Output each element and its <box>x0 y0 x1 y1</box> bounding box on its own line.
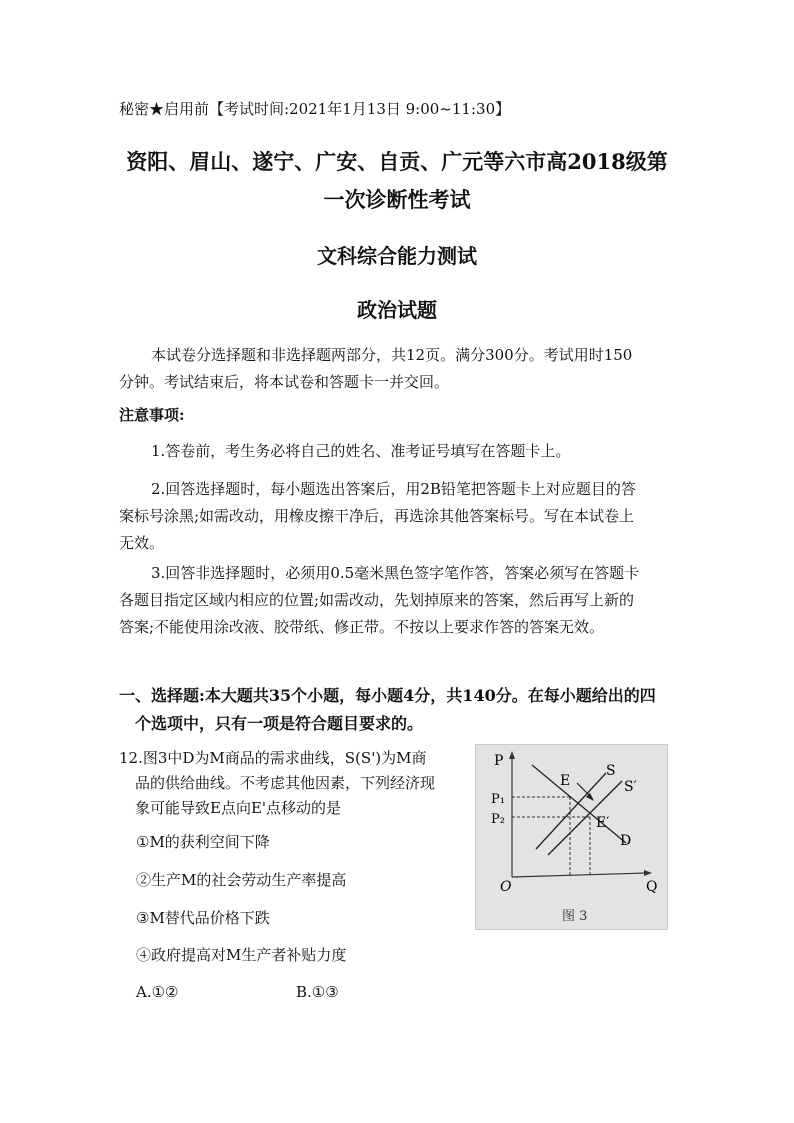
label-p2: P₂ <box>491 812 505 827</box>
exam-title-line2: 一次诊断性考试 <box>323 187 471 212</box>
option-a[interactable]: A.①② <box>136 983 179 1001</box>
statement-1: ①M的获利空间下降 <box>136 833 270 851</box>
statement-2: ②生产M的社会劳动生产率提高 <box>136 871 347 889</box>
exam-title-line1: 资阳、眉山、遂宁、广安、自贡、广元等六市高2018级第 <box>126 149 668 174</box>
supply-demand-graph <box>476 745 667 929</box>
label-origin: O <box>500 879 512 895</box>
subject-title: 政治试题 <box>357 298 437 322</box>
x-axis-arrow <box>644 870 652 876</box>
statement-3: ③M替代品价格下跌 <box>136 909 270 927</box>
question-line: 12.图3中D为M商品的需求曲线，S(S')为M商 <box>119 749 427 767</box>
note-line: 2.回答选择题时，每小题选出答案后，用2B铅笔把答题卡上对应题目的答 <box>151 480 636 498</box>
label-s: S <box>606 763 616 779</box>
intro-line: 分钟。考试结束后，将本试卷和答题卡一并交回。 <box>119 373 450 391</box>
supply-curve-s-prime <box>548 781 622 855</box>
section-line: 一、选择题:本大题共35个小题，每小题4分，共140分。在每小题给出的四 <box>119 686 656 705</box>
statement-4: ④政府提高对M生产者补贴力度 <box>136 946 347 964</box>
figure-caption: 图 3 <box>562 909 588 924</box>
note-item-2 <box>119 476 679 557</box>
option-b[interactable]: B.①③ <box>296 983 339 1001</box>
intro-line: 本试卷分选择题和非选择题两部分，共12页。满分300分。考试用时150 <box>151 346 633 364</box>
label-q: Q <box>646 879 658 895</box>
question-line: 品的供给曲线。不考虑其他因素，下列经济现 <box>135 774 436 792</box>
label-d: D <box>620 833 632 849</box>
exam-secret-header: 秘密★启用前【考试时间:2021年1月13日 9:00~11:30】 <box>119 100 511 118</box>
label-s-prime: S′ <box>624 779 637 795</box>
label-p1: P₁ <box>491 792 505 807</box>
question-line: 象可能导致E点向E'点移动的是 <box>135 799 342 817</box>
note-item-1: 1.答卷前，考生务必将自己的姓名、准考证号填写在答题卡上。 <box>151 442 571 460</box>
intro-paragraph <box>119 342 679 396</box>
label-e: E <box>560 773 571 789</box>
figure-3-supply-demand <box>475 744 668 930</box>
y-axis-arrow <box>509 751 515 759</box>
note-line: 答案;不能使用涂改液、胶带纸、修正带。不按以上要求作答的答案无效。 <box>119 618 605 636</box>
note-line: 案标号涂黑;如需改动，用橡皮擦干净后，再选涂其他答案标号。写在本试卷上 <box>119 507 635 525</box>
note-line: 3.回答非选择题时，必须用0.5毫米黑色签字笔作答，答案必须写在答题卡 <box>151 564 640 582</box>
section-line: 个选项中，只有一项是符合题目要求的。 <box>135 714 424 733</box>
notes-heading: 注意事项: <box>119 406 185 424</box>
note-line: 各题目指定区域内相应的位置;如需改动，先划掉原来的答案，然后再写上新的 <box>119 591 635 609</box>
supply-curve-s <box>536 773 606 849</box>
section-heading <box>119 682 679 738</box>
label-e-prime: E′ <box>596 815 610 831</box>
x-axis <box>512 873 646 877</box>
question-12-stem <box>119 746 464 821</box>
exam-subtitle: 文科综合能力测试 <box>317 244 477 268</box>
label-p: P <box>494 753 504 769</box>
note-line: 无效。 <box>119 534 165 552</box>
note-item-3 <box>119 560 679 641</box>
